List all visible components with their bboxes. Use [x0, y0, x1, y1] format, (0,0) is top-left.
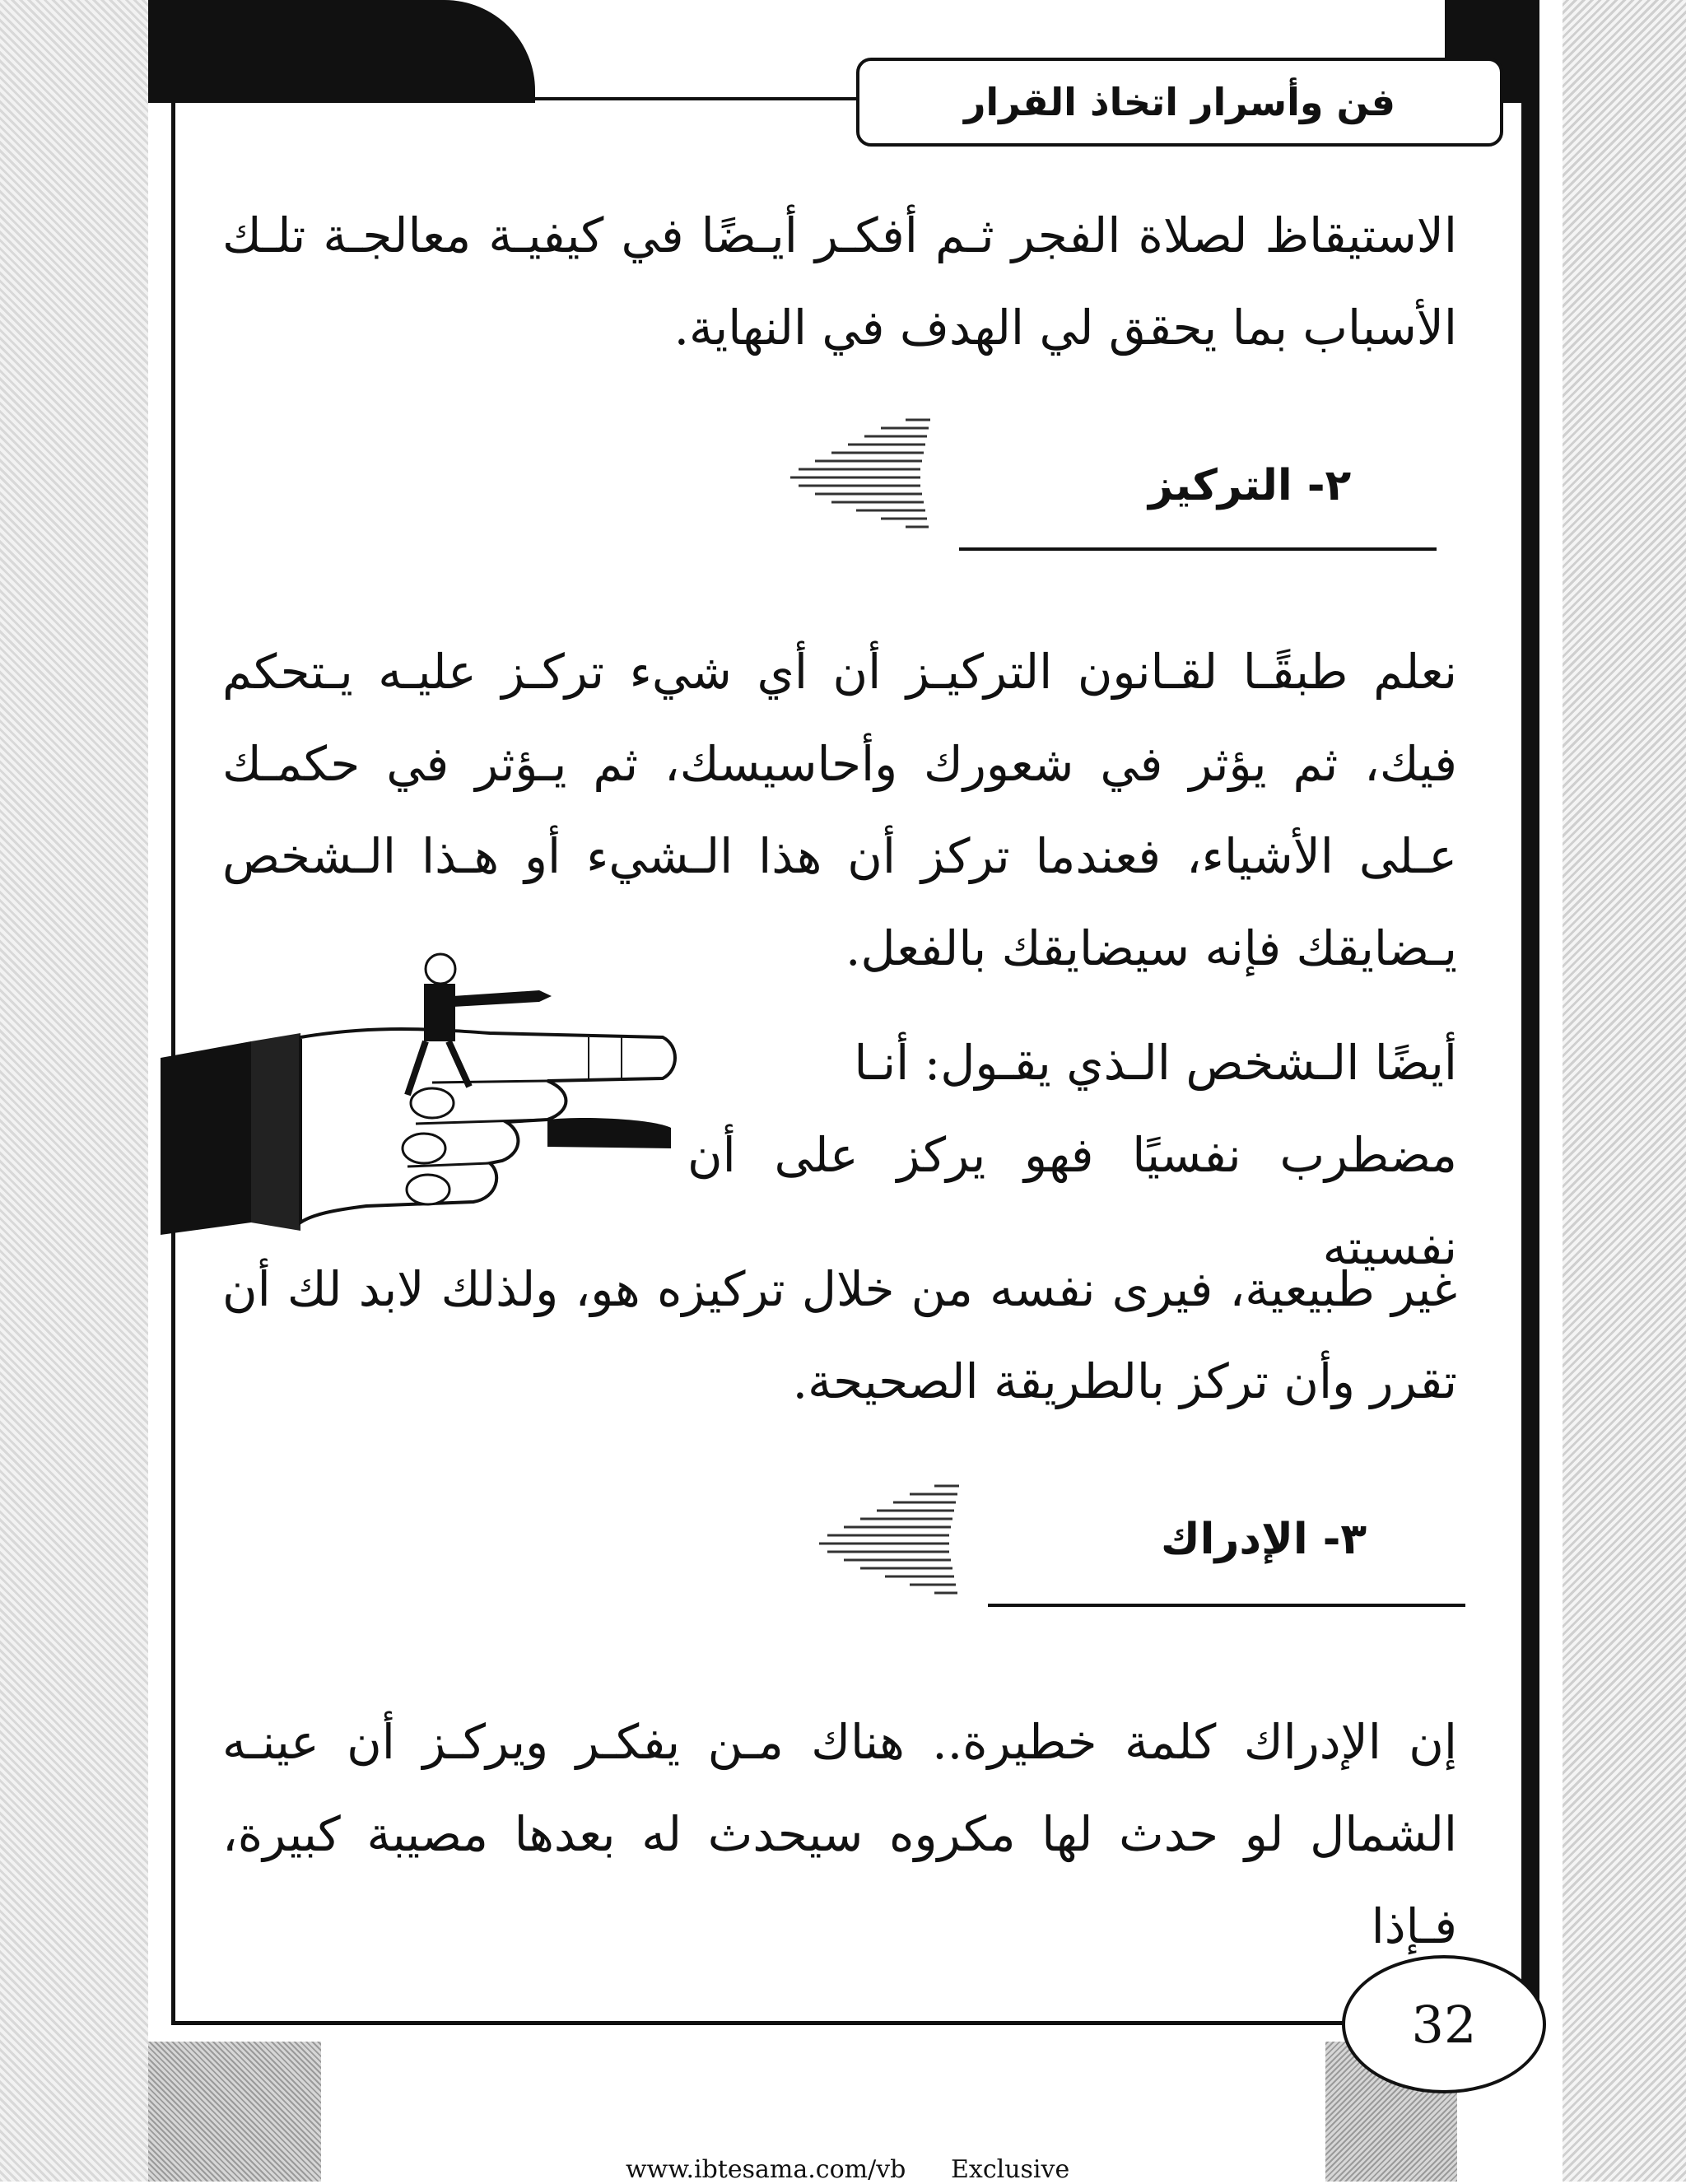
scan-edge-left: [0, 0, 148, 2182]
section-heading-focus: ٢- التركيز: [1148, 461, 1352, 510]
running-header: [856, 58, 1503, 147]
paragraph-focus-2-line-2: مضطرب نفسيًا فهو يركز على أن نفسيته: [687, 1127, 1457, 1275]
pointing-hand-illustration: [161, 951, 687, 1247]
scan-bottom-left: [148, 2042, 321, 2182]
running-header-title: فن وأسرار اتخاذ القرار: [963, 80, 1396, 124]
footer-url: www.ibtesama.com/vb: [626, 2155, 906, 2184]
page-number-badge: [1342, 1955, 1546, 2093]
paragraph-focus-3: غير طبيعية، فيرى نفسه من خلال تركيزه هو، ولذلك لابد لك أن تقرر وأن تركز بالطريقة الصحيحة.: [222, 1261, 1457, 1409]
footer-tag: Exclusive: [951, 2155, 1070, 2184]
header-rule-left: [535, 97, 856, 100]
paragraph-perception-1: إن الإدراك كلمة خطيرة.. هناك مـن يفكـر ويركـز أن عينـه الشمال لو حدث لها مكروه سيحدث له بعدها مصيبة كبيرة، فـإذا: [222, 1714, 1457, 1954]
perception-heading-fan-icon: [811, 1474, 976, 1622]
focus-heading-underline: [959, 547, 1437, 551]
paragraph-intro: الاستيقاظ لصلاة الفجر ثـم أفكـر أيـضًا في كيفيـة معالجـة تلـك الأسباب بما يحقق لي الهدف في النهاية.: [222, 207, 1457, 356]
paragraph-focus-1: نعلم طبقًـا لقـانون التركيـز أن أي شيء تركـز عليـه يـتحكم فيك، ثم يؤثر في شعورك وأحاسيسك، ثم يـؤثر في حكمـك عـلى الأشياء، فعندما تركز أن هذا الـشيء أو هـذا الـشخص يـضايقك فإنه سيضايقك بالفعل.: [222, 644, 1457, 976]
scan-edge-right: [1563, 0, 1686, 2182]
section-heading-perception: ٣- الإدراك: [1161, 1515, 1367, 1564]
perception-heading-underline: [988, 1604, 1465, 1607]
focus-heading-fan-icon: [782, 407, 947, 556]
frame-top-left-corner: [148, 0, 535, 103]
paragraph-focus-2-line-1: أيضًا الـشخص الـذي يقـول: أنـا: [854, 1035, 1457, 1091]
page-number: 32: [1411, 1994, 1477, 2055]
